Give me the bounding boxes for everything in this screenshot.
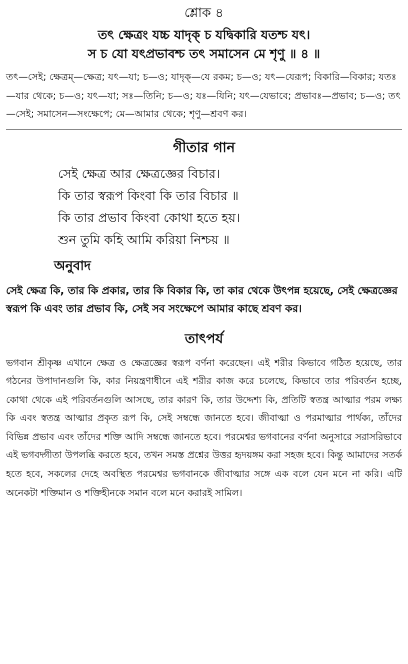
translation-text: সেই ক্ষেত্র কি, তার কি প্রকার, তার কি বিকার কি, তা কার থেকে উৎপন্ন হয়েছে, সেই ক্ষেত্রজ্ঞের স্বরূপ কি এবং তার প্রভাব কি, সেই সব সংক্ষেপে আমার কাছে শ্রবণ কর।: [6, 284, 398, 315]
translation-title: অনুবাদ: [54, 258, 91, 274]
song-line-2: কি তার স্বরূপ কিংবা কি তার বিচার ॥: [58, 187, 239, 203]
song-line-3: কি তার প্রভাব কিংবা কোথা হতে হয়।: [58, 209, 241, 225]
synonyms-paragraph: তৎ—সেই; ক্ষেত্রম্—ক্ষেত্র; যৎ—যা; চ—ও; যাদৃক্—যে রকম; চ—ও; যৎ—যেরূপ; বিকারি—বিকার; যতঃ—যার থেকে; চ—ও; যৎ—যা; সঃ—তিনি; চ—ও; যঃ—যিনি; যৎ—যেভাবে; প্রভাবঃ—প্রভাব; চ—ও; তৎ—সেই; সমাসেন—সংক্ষেপে; মে—আমার থেকে; শৃণু—শ্রবণ কর।: [6, 72, 401, 120]
song-line-1: সেই ক্ষেত্র আর ক্ষেত্রজ্ঞের বিচার।: [58, 165, 221, 181]
purport-text: ভগবান শ্রীকৃষ্ণ এখানে ক্ষেত্র ও ক্ষেত্রজ্ঞের স্বরূপ বর্ণনা করেছেন। এই শরীর কিভাবে গঠিত হয়েছে, তার গঠনের উপাদানগুলি কি, কার নিয়ন্ত্রণাধীনে এই শরীর কাজ করে চলেছে, কিভাবে তার পরিবর্তন হচ্ছে, কোথা থেকে এই পরিবর্তনগুলি আসছে, তার কারণ কি, তার উদ্দেশ্য কি, প্রতিটি স্বতন্ত্র আত্মার পরম লক্ষ্য কি এবং স্বতন্ত্র আত্মার প্রকৃত রূপ কি, সেই সম্বন্ধে জানতে হবে। জীবাত্মা ও পরমাত্মার পার্থক্য, তাঁদের বিভিন্ন প্রভাব এবং তাঁদের শক্তি আদি সম্বন্ধে জানতে হবে। পরমেশ্বর ভগবানের বর্ণনা অনুসারে সরাসরিভাবে এই ভগবদ্গীতা উপলব্ধি করতে হবে, তখন সমস্ত প্রশ্নের উত্তর হৃদয়ঙ্গম করা সহজ হবে। কিন্তু আমাদের সতর্ক হতে হবে, সকলের দেহে অবস্থিত পরমেশ্বর ভগবানকে জীবাত্মার সঙ্গে এক বলে যেন মনে না করি। এটি অনেকটা শক্তিমান ও শক্তিহীনকে সমান বলে মনে করারই সামিল।: [6, 357, 402, 499]
song-title: গীতার গান: [173, 139, 235, 156]
verse-line-1: তৎ ক্ষেত্রং যচ্চ যাদৃক্ চ যদ্বিকারি যতশ্চ যৎ।: [97, 27, 311, 42]
document-page: [0, 4, 408, 664]
song-line-4: শুন তুমি কহি আমি করিয়া নিশ্চয় ॥: [58, 231, 230, 247]
verse-line-2: স চ যো যৎপ্রভাবশ্চ তৎ সমাসেন মে শৃণু ॥ ৪ ॥: [87, 46, 321, 61]
divider: [6, 129, 402, 130]
purport-title: তাৎপর্য: [184, 330, 224, 347]
verse-title: শ্লোক ৪: [184, 6, 224, 21]
